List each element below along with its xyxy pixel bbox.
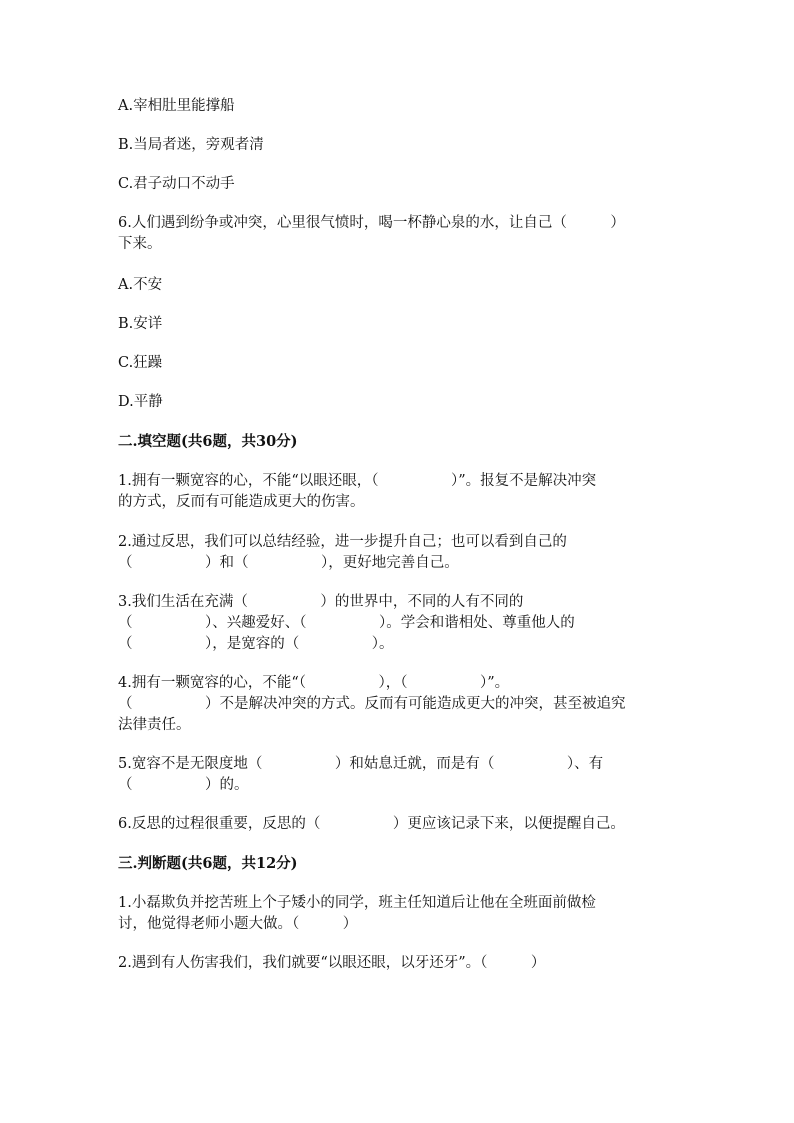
q6-option-d: D.平静: [118, 394, 163, 410]
q6-option-c: C.狂躁: [118, 355, 163, 371]
judge-q1-line-1: 1.小磊欺负并挖苦班上个子矮小的同学，班主任知道后让他在全班面前做检: [118, 895, 596, 911]
fill-q3-line-1: 3.我们生活在充满（ ）的世界中，不同的人有不同的: [118, 594, 524, 610]
fill-q5-line-2: （ ）的。: [118, 777, 249, 793]
fill-q4-line-3: 法律责任。: [118, 717, 191, 733]
fill-q6-line-1: 6.反思的过程很重要，反思的（ ）更应该记录下来，以便提醒自己。: [118, 816, 625, 832]
fill-q4-line-1: 4.拥有一颗宽容的心，不能“（ ），（ ）”。: [118, 675, 510, 691]
fill-q4-line-2: （ ）不是解决冲突的方式。反而有可能造成更大的冲突，甚至被追究: [118, 696, 626, 712]
section-2-heading: 二.填空题(共6题，共30分): [118, 433, 298, 450]
fill-q2-line-1: 2.通过反思，我们可以总结经验，进一步提升自己；也可以看到自己的: [118, 534, 567, 550]
section-3-heading: 三.判断题(共6题，共12分): [118, 855, 298, 872]
judge-q2-line-1: 2.遇到有人伤害我们，我们就要“以眼还眼，以牙还牙”。（ ）: [118, 955, 546, 971]
fill-q2-line-2: （ ）和（ ），更好地完善自己。: [118, 555, 459, 571]
q6-text-line-2: 下来。: [118, 236, 162, 252]
fill-q1-line-2: 的方式，反而有可能造成更大的伤害。: [118, 494, 365, 510]
q5-option-b: B.当局者迷，旁观者清: [118, 137, 264, 153]
q6-text-line-1: 6.人们遇到纷争或冲突，心里很气愤时，喝一杯静心泉的水，让自己（ ）: [118, 215, 625, 231]
q6-option-a: A.不安: [118, 277, 163, 293]
fill-q3-line-2: （ ）、兴趣爱好、（ ）。学会和谐相处、尊重他人的: [118, 615, 575, 631]
fill-q1-line-1: 1.拥有一颗宽容的心，不能“以眼还眼，（ ）”。报复不是解决冲突: [118, 473, 597, 489]
q6-option-b: B.安详: [118, 316, 163, 332]
fill-q5-line-1: 5.宽容不是无限度地（ ）和姑息迁就，而是有（ ）、有: [118, 756, 604, 772]
q5-option-a: A.宰相肚里能撑船: [118, 98, 235, 114]
fill-q3-line-3: （ ），是宽容的（ ）。: [118, 636, 394, 652]
judge-q1-line-2: 讨，他觉得老师小题大做。（ ）: [118, 916, 358, 932]
q5-option-c: C.君子动口不动手: [118, 176, 235, 192]
